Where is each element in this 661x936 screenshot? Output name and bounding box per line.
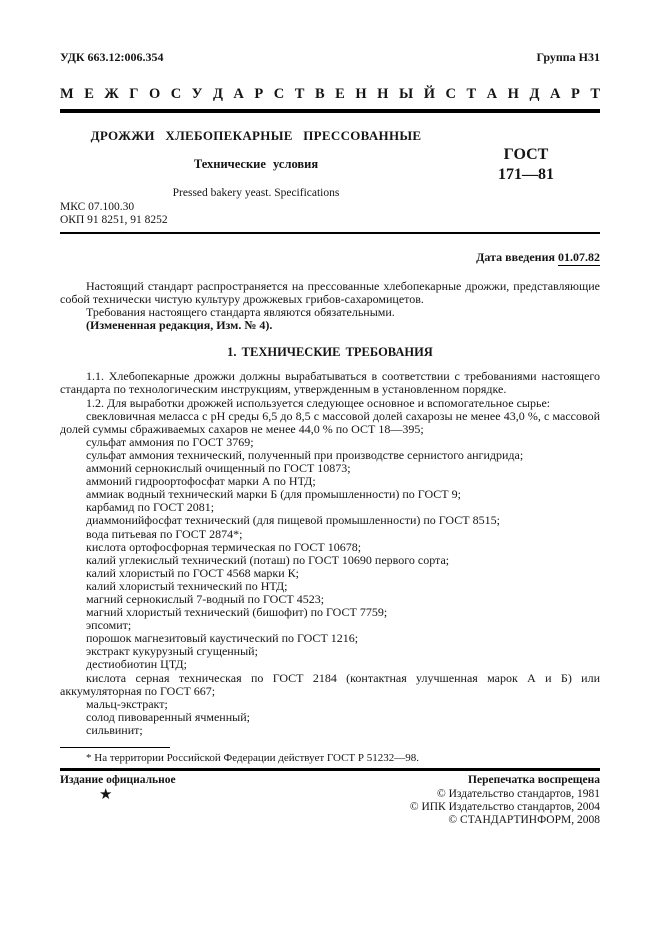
body-line: 1.1. Хлебопекарные дрожжи должны вырабатываться в соответствии с требованиями настоящего стандарта по технологическим инструкциям, утвержденным в установленном порядке. (60, 369, 600, 397)
body-line: калий хлористый по ГОСТ 4568 марки К; (86, 565, 300, 580)
introduction-date-value: 01.07.82 (558, 250, 600, 264)
body-line: калий углекислый технический (поташ) по ГОСТ 10690 первого сорта; (86, 552, 450, 567)
intro-paragraph: (Измененная редакция, Изм. № 4). (86, 318, 273, 333)
footnote-text: * На территории Российской Федерации действует ГОСТ Р 51232—98. (86, 752, 420, 764)
document-title: ДРОЖЖИ ХЛЕБОПЕКАРНЫЕ ПРЕССОВАННЫЕ (90, 128, 422, 143)
body-line: магний хлористый технический (бишофит) по ГОСТ 7759; (86, 605, 388, 620)
body-line: мальц-экстракт; (86, 696, 168, 711)
body-line: карбамид по ГОСТ 2081; (86, 500, 215, 515)
intro-paragraph: Настоящий стандарт распространяется на прессованные хлебопекарные дрожжи, представляющие собой технически чистую культуру дрожжевых грибов-сахаромицетов. (60, 279, 600, 307)
body-line: сульфат аммония технический, полученный при производстве сернистого ангидрида; (86, 447, 524, 462)
body-line: сильвинит; (86, 722, 143, 737)
okp-code: ОКП 91 8251, 91 8252 (60, 214, 168, 226)
copyright-block (410, 788, 600, 828)
intro-paragraphs (60, 280, 600, 332)
section-1-title: 1. ТЕХНИЧЕСКИЕ ТРЕБОВАНИЯ (227, 345, 433, 360)
body-line: эпсомит; (86, 618, 132, 633)
copyright-line: © СТАНДАРТИНФОРМ, 2008 (448, 814, 600, 827)
star-icon: ★ (99, 787, 113, 803)
body-line: аммоний гидроортофосфат марки А по НТД; (86, 474, 316, 489)
header-divider (60, 109, 600, 113)
body-line: экстракт кукурузный сгущенный; (86, 644, 258, 659)
body-line: аммиак водный технический марки Б (для промышленности) по ГОСТ 9; (86, 487, 461, 502)
gost-number-line2: 171—81 (498, 166, 554, 183)
reprint-forbidden-label: Перепечатка воспрещена (468, 774, 600, 786)
mks-code: МКС 07.100.30 (60, 201, 135, 213)
official-edition-label: Издание официальное (60, 774, 176, 786)
title-column (60, 128, 452, 199)
body-line: свекловичная меласса с pH среды 6,5 до 8,5 с массовой долей сахарозы не менее 43,0 %, с массовой долей суммы сбраживаемых сахаров не менее 44,0 % по ОСТ 18—395; (60, 408, 600, 436)
document-title-english: Pressed bakery yeast. Specifications (172, 187, 340, 199)
body-line: порошок магнезитовый каустический по ГОСТ 1216; (86, 631, 359, 646)
gost-number (452, 145, 600, 199)
footer-bottom (60, 788, 600, 828)
title-block (60, 128, 600, 199)
body-line: 1.2. Для выработки дрожжей используется следующее основное и вспомогательное сырье: (86, 395, 551, 410)
standard-type-heading: М Е Ж Г О С У Д А Р С Т В Е Н Н Ы Й С Т А Н Д А Р Т (60, 86, 600, 102)
body-line: сульфат аммония по ГОСТ 3769; (86, 434, 254, 449)
udk-code: УДК 663.12:006.354 (60, 50, 164, 64)
classification-codes (60, 201, 600, 227)
body-line: солод пивоваренный ячменный; (86, 709, 250, 724)
copyright-line: © ИПК Издательство стандартов, 2004 (409, 801, 600, 814)
body-line: диаммонийфосфат технический (для пищевой промышленности) по ГОСТ 8515; (86, 513, 500, 528)
copyright-line: © Издательство стандартов, 1981 (436, 788, 600, 800)
footer-row (60, 774, 600, 786)
document-subtitle: Технические условия (193, 157, 319, 171)
group-code: Группа Н31 (536, 50, 600, 64)
intro-paragraph: Требования настоящего стандарта являются обязательными. (86, 305, 395, 320)
introduction-date (60, 250, 600, 265)
footnote-divider (60, 747, 170, 748)
body-line: калий хлористый технический по НТД; (86, 578, 288, 593)
body-line: аммоний сернокислый очищенный по ГОСТ 10873; (86, 461, 351, 476)
body-line: вода питьевая по ГОСТ 2874*; (86, 526, 243, 541)
body-line: кислота серная техническая по ГОСТ 2184 (контактная улучшенная марок А и Б) или аккумуляторная по ГОСТ 667; (60, 670, 600, 698)
introduction-date-label: Дата введения (476, 250, 555, 264)
footer-divider (60, 768, 600, 771)
body-line: дестиобиотин ЦТД; (86, 657, 187, 672)
gost-number-line1: ГОСТ (503, 146, 549, 163)
body-line: магний сернокислый 7-водный по ГОСТ 4523; (86, 591, 325, 606)
document-header (60, 50, 600, 65)
body-line: кислота ортофосфорная термическая по ГОСТ 10678; (86, 539, 362, 554)
codes-divider (60, 232, 600, 234)
section-1-body (60, 370, 600, 737)
